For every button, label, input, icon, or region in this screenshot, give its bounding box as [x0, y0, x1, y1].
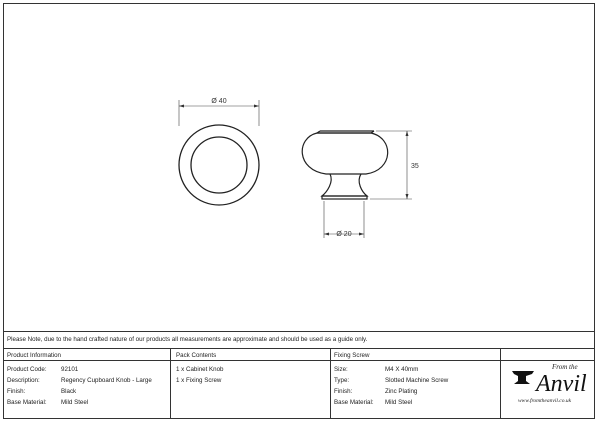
- anvil-icon: [512, 371, 534, 384]
- finish-label: Finish:: [7, 388, 26, 395]
- base-material-label: Base Material:: [7, 399, 47, 406]
- screw-type-label: Type:: [334, 377, 350, 384]
- screw-finish-value: Zinc Plating: [385, 388, 418, 395]
- description-label: Description:: [7, 377, 40, 384]
- base-diameter-label: Ø 20: [336, 231, 352, 238]
- logo-url: www.fromtheanvil.co.uk: [518, 398, 572, 404]
- disclaimer-note: Please Note, due to the hand crafted nature of our products all measurements are approximate and should be used as a guide only.: [7, 336, 368, 343]
- screw-base-material-value: Mild Steel: [385, 399, 413, 406]
- description-value: Regency Cupboard Knob - Large: [61, 377, 152, 384]
- footer-info-panel: [4, 331, 595, 418]
- screw-finish-label: Finish:: [334, 388, 353, 395]
- screw-base-material-label: Base Material:: [334, 399, 374, 406]
- base-material-value: Mild Steel: [61, 399, 89, 406]
- logo-brand: Anvil: [536, 371, 587, 397]
- fixing-screw-title: Fixing Screw: [334, 352, 370, 359]
- screw-size-label: Size:: [334, 366, 348, 373]
- pack-contents-title: Pack Contents: [176, 352, 217, 359]
- from-the-anvil-logo: [510, 359, 592, 415]
- screw-size-value: M4 X 40mm: [385, 366, 419, 373]
- product-information-title: Product Information: [7, 352, 61, 359]
- finish-value: Black: [61, 388, 77, 395]
- pack-item: 1 x Fixing Screw: [176, 377, 222, 384]
- height-label: 35: [411, 163, 419, 170]
- logo-from-the: From the: [552, 363, 578, 371]
- front-diameter-label: Ø 40: [211, 98, 227, 105]
- screw-type-value: Slotted Machine Screw: [385, 377, 449, 384]
- product-code-label: Product Code:: [7, 366, 47, 373]
- pack-item: 1 x Cabinet Knob: [176, 366, 224, 373]
- product-code-value: 92101: [61, 366, 79, 373]
